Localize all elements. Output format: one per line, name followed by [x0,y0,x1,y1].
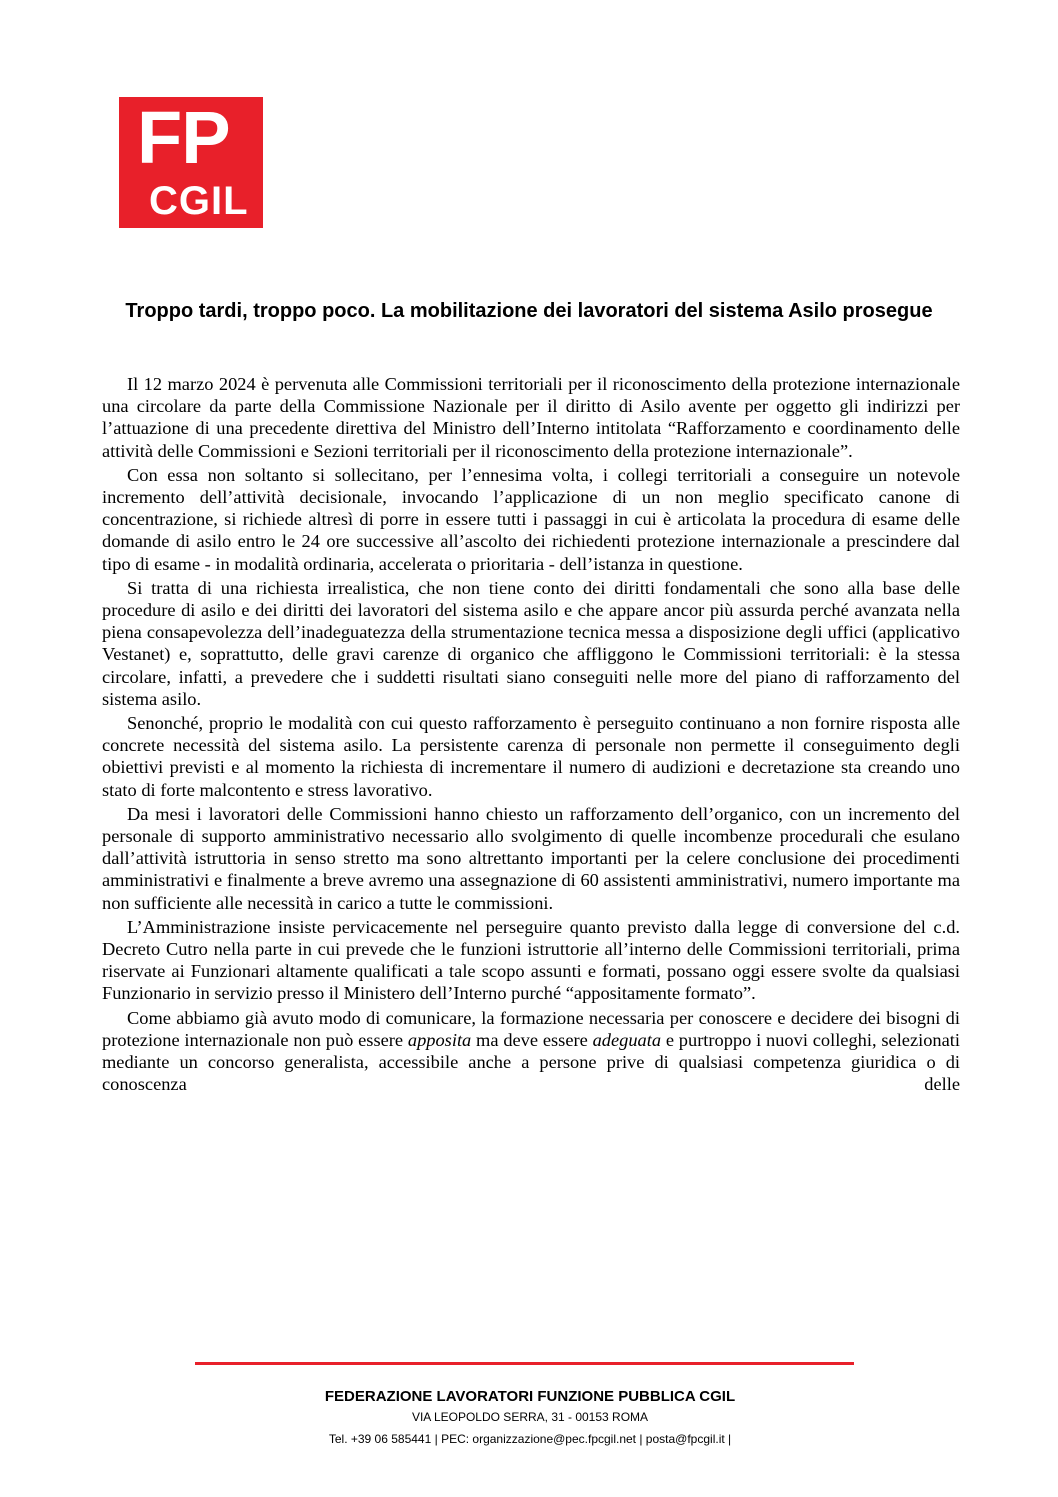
logo-cgil-text: CGIL [149,179,249,223]
logo-fp-text: FP [137,96,230,179]
emphasis-apposita: apposita [407,1029,472,1050]
paragraph-5: Da mesi i lavoratori delle Commissioni hanno chiesto un rafforzamento dell’organico, con un incremento del personale di supporto amministrativo necessario allo svolgimento di quelle incombenze procedurali che esulano dall’attività istruttoria in senso stretto ma sono altrettanto importanti per la celere conclusione dei procedimenti amministrativi e finalmente a breve avremo una assegnazione di 60 assistenti amministrativi, numero importante ma non sufficiente alle necessità in carico a tutte le commissioni. [102,803,960,913]
footer [150,1386,910,1451]
paragraph-1: Il 12 marzo 2024 è pervenuta alle Commissioni territoriali per il riconoscimento della protezione internazionale una circolare da parte della Commissione Nazionale per il diritto di Asilo avente per oggetto gli indirizzi per l’attuazione di una precedente direttiva del Ministro dell’Interno intitolata “Rafforzamento e coordinamento delle attività delle Commissioni e Sezioni territoriali per il riconoscimento della protezione internazionale”. [102,374,960,461]
paragraph-7-part2: ma deve essere [471,1029,593,1050]
paragraph-7 [102,1007,960,1096]
paragraph-7-part1: Come abbiamo già avuto modo di comunicare, la formazione necessaria per conoscere e decidere dei bisogni di protezione internazionale non può essere [102,1007,960,1050]
footer-contacts: Tel. +39 06 585441 | PEC: organizzazione@pec.fpcgil.net | posta@fpcgil.it | [328,1432,732,1446]
paragraph-4: Senonché, proprio le modalità con cui questo rafforzamento è perseguito continuano a non fornire risposta alle concrete necessità del sistema asilo. La persistente carenza di personale non permette il conseguimento degli obiettivi previsti e al momento la richiesta di incrementare il numero di audizioni e decretazione sta creando uno stato di forte malcontento e stress lavorativo. [102,713,960,800]
paragraph-6: L’Amministrazione insiste pervicacemente nel perseguire quanto previsto dalla legge di conversione del c.d. Decreto Cutro nella parte in cui prevede che le funzioni istruttorie all’interno delle Commissioni territoriali, prima riservate ai Funzionari altamente qualificati a tale scopo assunti e formati, possano oggi essere svolte da qualsiasi Funzionario in servizio presso il Ministero dell’Interno purché “appositamente formato”. [102,916,960,1004]
document-title: Troppo tardi, troppo poco. La mobilitazione dei lavoratori del sistema Asilo prosegue [125,300,933,322]
footer-organization: FEDERAZIONE LAVORATORI FUNZIONE PUBBLICA CGIL [324,1388,736,1405]
document-body [102,373,960,1098]
footer-divider [195,1362,854,1365]
paragraph-7-part3: e purtroppo i nuovi colleghi, selezionati mediante un concorso generalista, accessibile anche a persone prive di qualsiasi competenza giuridica o di conoscenza delle [102,1029,961,1095]
fp-cgil-logo [119,97,263,228]
emphasis-adeguata: adeguata [592,1029,662,1050]
paragraph-3: Si tratta di una richiesta irrealistica, che non tiene conto dei diritti fondamentali che sono alla base delle procedure di asilo e dei diritti dei lavoratori del sistema asilo e che appare ancor più assurda perché avanzata nella piena consapevolezza dell’inadeguatezza della strumentazione tecnica messa a disposizione degli uffici (applicativo Vestanet) e, soprattutto, delle gravi carenze di organico che affliggono le Commissioni territoriali: è la stessa circolare, infatti, a prevedere che i suddetti risultati siano conseguiti nelle more del piano di rafforzamento del sistema asilo. [102,577,960,709]
footer-address: VIA LEOPOLDO SERRA, 31 - 00153 ROMA [411,1410,649,1424]
paragraph-2: Con essa non soltanto si sollecitano, per l’ennesima volta, i collegi territoriali a conseguire un notevole incremento dell’attività decisionale, invocando l’applicazione di un non meglio specificato canone di concentrazione, si richiede altresì di porre in essere tutti i passaggi in cui è articolata la procedura di esame delle domande di asilo entro le 24 ore successive all’ascolto dei richiedenti protezione internazionale a prescindere dal tipo di esame - in modalità ordinaria, accelerata o prioritaria - dell’istanza in questione. [102,464,960,574]
